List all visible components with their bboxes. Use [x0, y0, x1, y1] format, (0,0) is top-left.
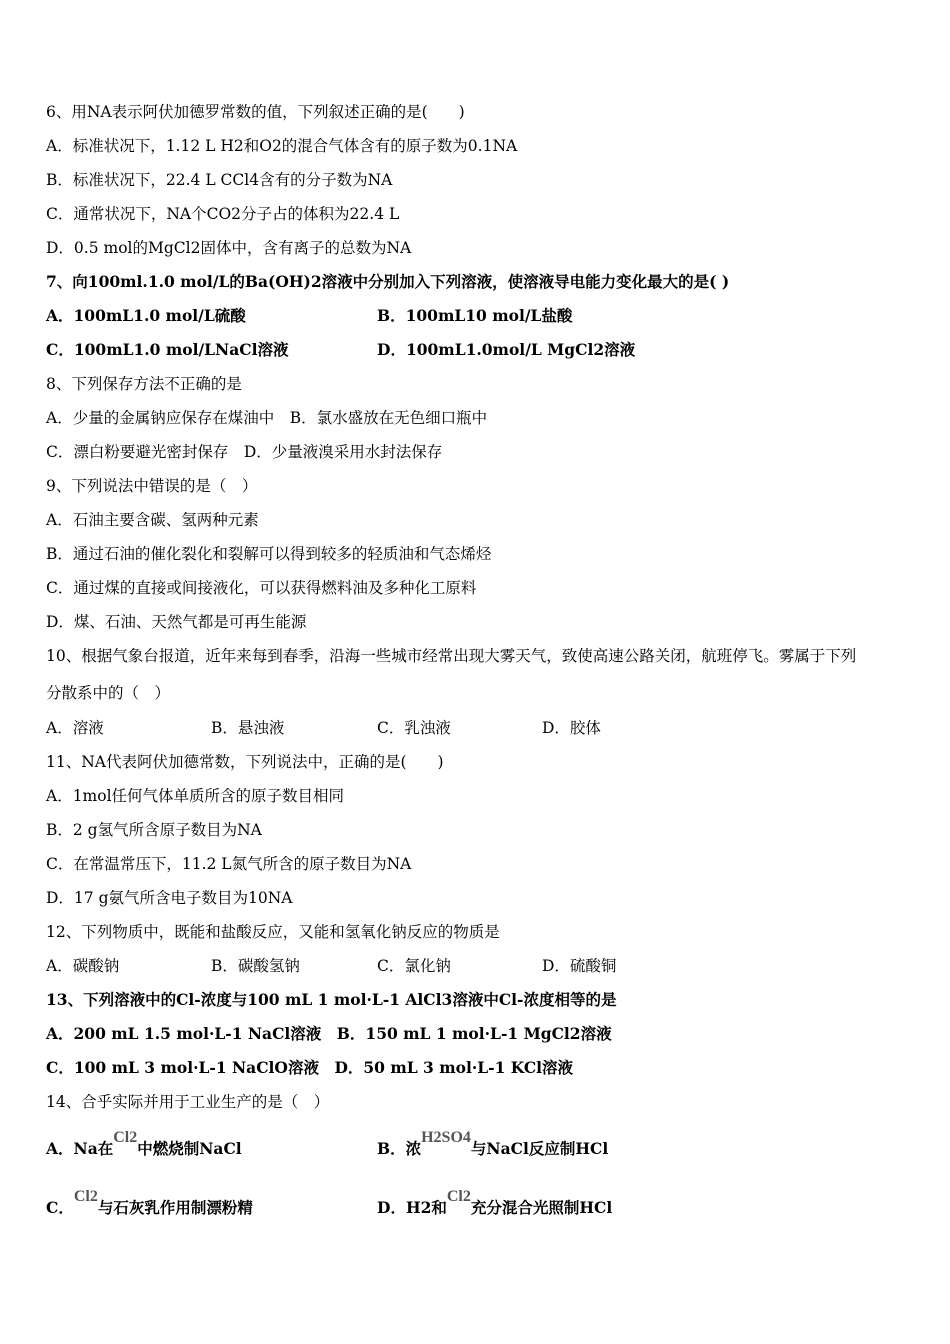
q6-option-d: D．0.5 mol的MgCl2固体中，含有离子的总数为NA — [46, 239, 412, 257]
q6-option-c: C．通常状况下，NA个CO2分子占的体积为22.4 L — [46, 205, 400, 223]
q6-option-a: A．标准状况下，1.12 L H2和O2的混合气体含有的原子数为0.1NA — [46, 137, 518, 155]
chlorine-formula: Cl2 — [113, 1129, 138, 1146]
q11-stem: 11、NA代表阿伏加德常数，下列说法中，正确的是( ) — [46, 753, 444, 771]
q13-options-cd: C．100 mL 3 mol·L-1 NaClO溶液 D．50 mL 3 mol·L-1 KCl溶液 — [46, 1058, 574, 1077]
chlorine-formula: Cl2 — [73, 1188, 98, 1205]
q9-stem: 9、下列说法中错误的是（ ） — [46, 477, 258, 495]
q11-option-a: A．1mol任何气体单质所含的原子数目相同 — [46, 787, 345, 805]
q9-option-c: C．通过煤的直接或间接液化，可以获得燃料油及多种化工原料 — [46, 579, 477, 597]
sulfuric-acid-formula: H2SO4 — [421, 1129, 471, 1146]
q9-option-a: A．石油主要含碳、氢两种元素 — [46, 511, 259, 529]
q11-option-b: B．2 g氢气所含原子数目为NA — [46, 821, 262, 839]
q14-option-b-suffix: 与NaCl反应制HCl — [470, 1139, 609, 1158]
q14-option-b — [377, 1129, 609, 1160]
q14-stem: 14、合乎实际并用于工业生产的是（ ） — [46, 1093, 330, 1111]
q7-option-a: A．100mL1.0 mol/L硫酸 — [46, 306, 246, 325]
q6-option-b: B．标准状况下，22.4 L CCl4含有的分子数为NA — [46, 171, 393, 189]
q10-option-d: D．胶体 — [542, 719, 601, 737]
q7-stem: 7、向100ml.1.0 mol/L的Ba(OH)2溶液中分别加入下列溶液，使溶液导电能力变化最大的是( ) — [46, 272, 730, 291]
q14-option-a-suffix: 中燃烧制NaCl — [137, 1139, 242, 1158]
q9-option-d: D．煤、石油、天然气都是可再生能源 — [46, 613, 307, 631]
q14-option-b-prefix: B．浓 — [377, 1139, 422, 1158]
q8-stem: 8、下列保存方法不正确的是 — [46, 375, 242, 393]
q13-stem: 13、下列溶液中的Cl-浓度与100 mL 1 mol·L-1 AlCl3溶液中Cl-浓度相等的是 — [46, 990, 617, 1009]
q14-option-a — [46, 1129, 242, 1160]
q14-option-d-prefix: D．H2和 — [377, 1198, 447, 1217]
q14-option-c-suffix: 与石灰乳作用制漂粉精 — [97, 1198, 253, 1217]
q11-option-d: D．17 g氨气所含电子数目为10NA — [46, 889, 293, 907]
q12-option-d: D．硫酸铜 — [542, 957, 617, 975]
chlorine-formula: Cl2 — [446, 1188, 471, 1205]
q12-option-a: A．碳酸钠 — [46, 957, 120, 975]
q6-stem: 6、用NA表示阿伏加德罗常数的值，下列叙述正确的是( ) — [46, 103, 465, 121]
q10-option-b: B．悬浊液 — [211, 719, 285, 737]
q7-option-d: D．100mL1.0mol/L MgCl2溶液 — [377, 340, 636, 359]
q8-options-ab: A．少量的金属钠应保存在煤油中 B．氯水盛放在无色细口瓶中 — [46, 409, 488, 427]
q10-stem-line1: 10、根据气象台报道，近年来每到春季，沿海一些城市经常出现大雾天气，致使高速公路关闭，航班停飞。雾属于下列 — [46, 647, 857, 665]
q12-stem: 12、下列物质中，既能和盐酸反应，又能和氢氧化钠反应的物质是 — [46, 923, 500, 941]
q9-option-b: B．通过石油的催化裂化和裂解可以得到较多的轻质油和气态烯烃 — [46, 545, 492, 563]
q14-option-d — [377, 1188, 613, 1219]
q14-option-a-prefix: A．Na在 — [46, 1139, 114, 1158]
q11-option-c: C．在常温常压下，11.2 L氮气所含的原子数目为NA — [46, 855, 412, 873]
q14-option-d-suffix: 充分混合光照制HCl — [470, 1198, 613, 1217]
q13-options-ab: A．200 mL 1.5 mol·L-1 NaCl溶液 B．150 mL 1 mol·L-1 MgCl2溶液 — [46, 1024, 612, 1043]
q8-options-cd: C．漂白粉要避光密封保存 D．少量液溴采用水封法保存 — [46, 443, 443, 461]
q10-option-a: A．溶液 — [46, 719, 104, 737]
q14-option-c-prefix: C． — [46, 1198, 74, 1217]
q10-option-c: C．乳浊液 — [377, 719, 451, 737]
q12-option-c: C．氯化钠 — [377, 957, 451, 975]
q12-option-b: B．碳酸氢钠 — [211, 957, 300, 975]
q14-option-c — [46, 1188, 253, 1219]
q7-option-b: B．100mL10 mol/L盐酸 — [377, 306, 573, 325]
q7-option-c: C．100mL1.0 mol/LNaCl溶液 — [46, 340, 289, 359]
q10-stem-line2: 分散系中的（ ） — [46, 684, 171, 702]
